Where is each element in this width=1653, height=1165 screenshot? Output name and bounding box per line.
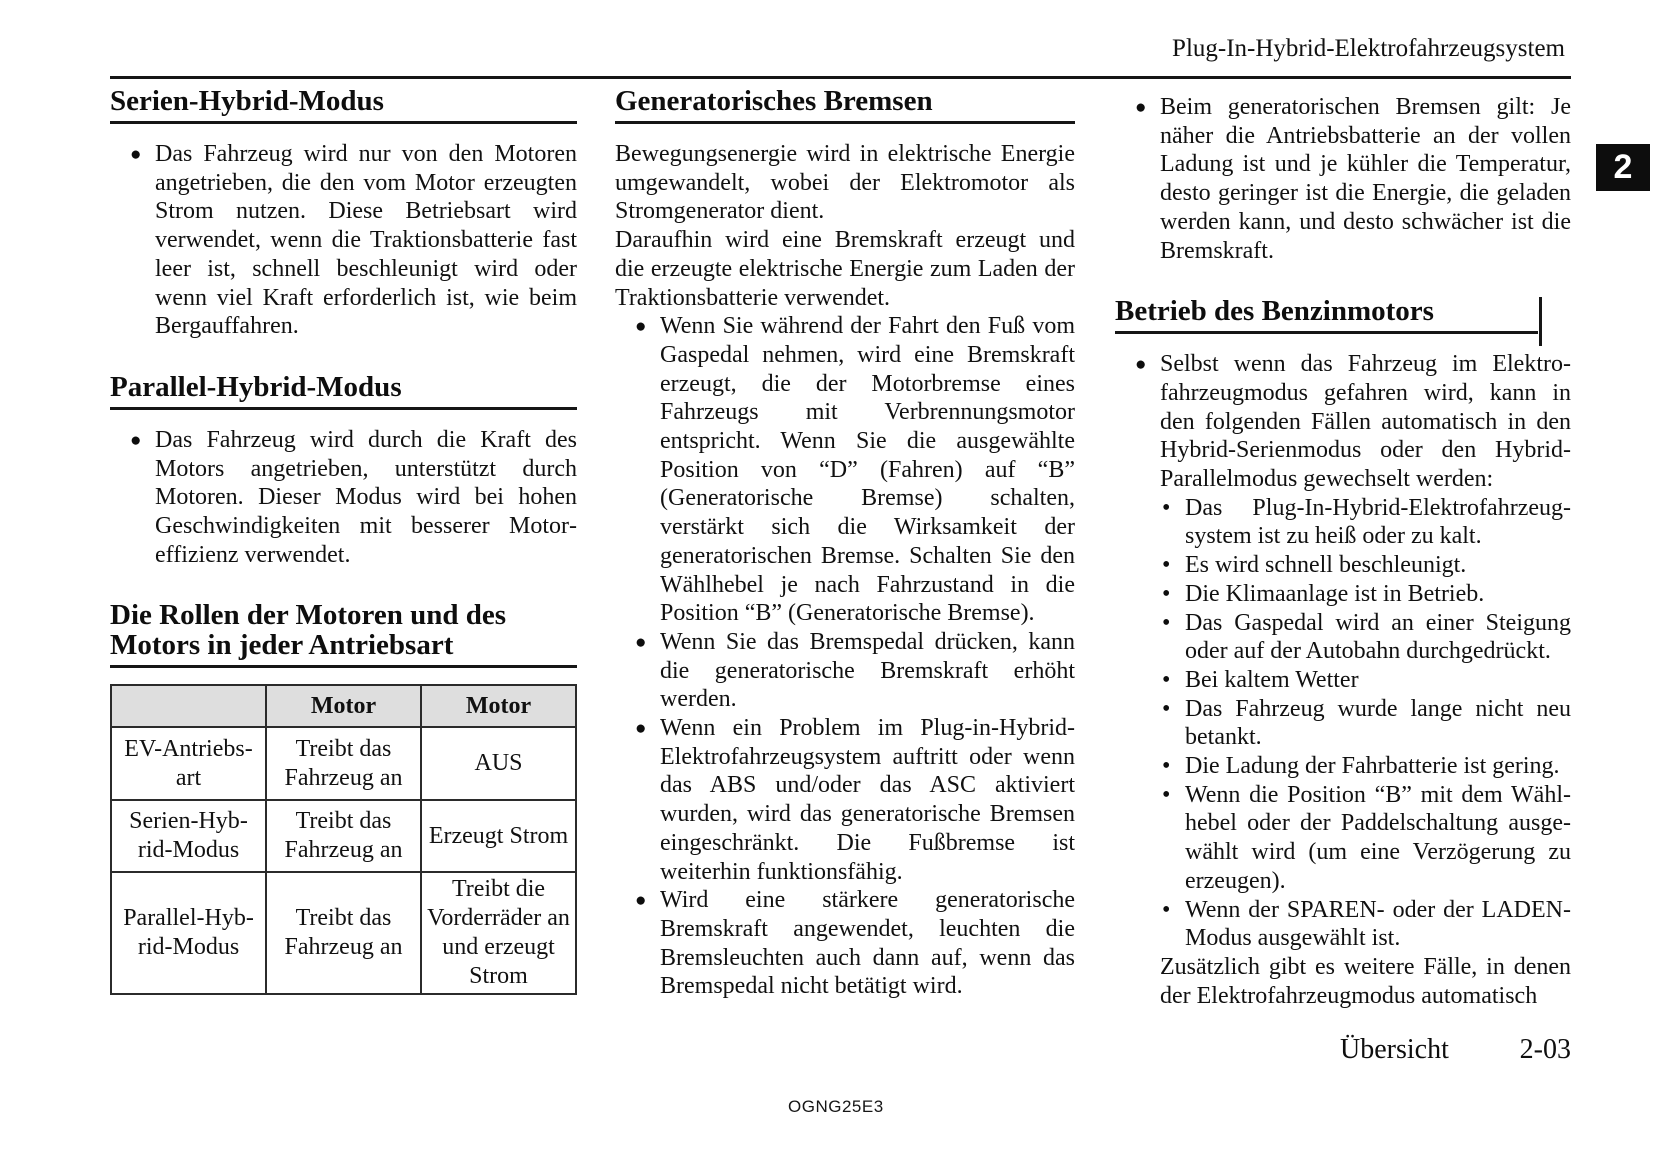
table-cell: Treibt die Vorderräder an und erzeugt Strom <box>421 872 576 994</box>
bullet-marker: ● <box>635 631 647 653</box>
sub-bullet-marker: • <box>1162 552 1171 579</box>
table-header-cell: Motor <box>421 685 576 727</box>
bullet-item <box>615 714 1075 886</box>
column-middle <box>615 86 1075 1001</box>
sub-bullet-text: Die Ladung der Fahrbatterie ist gering. <box>1185 753 1560 780</box>
sub-bullet-marker: • <box>1162 609 1171 636</box>
bullet-text: Wenn Sie das Bremspedal drücken, kann die generatorische Bremskraft erhöht werden. <box>660 628 1075 713</box>
section-heading-serien-hybrid-modus: Serien-Hybrid-Modus <box>110 86 577 124</box>
sub-bullet-marker: • <box>1162 896 1171 923</box>
bullet-text: Beim generatorischen Bremsen gilt: Je näher die Antriebsbatterie an der vollen Ladung ist und je kühler die Temperatur, desto geringer ist die Energie, die geladen werden kann, und desto schwächer ist die Bremskraft. <box>1160 94 1571 264</box>
table-header-cell <box>111 685 266 727</box>
sub-bullet-item <box>1115 609 1571 666</box>
sub-bullet-item <box>1115 781 1571 896</box>
bullet-marker: ● <box>1135 354 1147 376</box>
paragraph: Daraufhin wird eine Bremskraft erzeugt und die erzeugte elektrische Energie zum Laden der Traktionsbatterie verwendet. <box>615 227 1075 311</box>
motor-roles-table <box>110 684 577 995</box>
section-heading-generatorisches-bremsen: Generatorisches Bremsen <box>615 86 1075 124</box>
footer-right <box>1340 1034 1571 1066</box>
column-right <box>1115 86 1571 1010</box>
bullet-item <box>110 140 577 341</box>
header-rule <box>110 76 1571 79</box>
table-header-row <box>111 685 576 727</box>
sub-bullet-marker: • <box>1162 580 1171 607</box>
section-heading-rollen-der-motoren: Die Rollen der Motoren und des Motors in jeder Antriebsart <box>110 600 577 668</box>
bullet-marker: ● <box>635 316 647 338</box>
sub-bullet-marker: • <box>1162 695 1171 722</box>
footer-section-label: Übersicht <box>1340 1034 1449 1065</box>
table-cell: AUS <box>421 727 576 800</box>
bullet-marker: ● <box>635 718 647 740</box>
closing-paragraph: Zusätzlich gibt es weitere Fälle, in denen der Elektrofahrzeugmodus automatisch <box>1160 953 1571 1009</box>
bullet-marker: ● <box>1135 97 1147 118</box>
sub-bullet-marker: • <box>1162 781 1171 808</box>
section-heading-betrieb-des-benzinmotors: Betrieb des Benzinmotors <box>1115 296 1538 334</box>
sub-bullet-text: Wenn der SPAREN- oder der LADEN-Modus ausgewählt ist. <box>1185 896 1571 952</box>
sub-bullet-item <box>1115 695 1571 752</box>
bullet-text: Wenn Sie während der Fahrt den Fuß vom Gaspedal nehmen, wird eine Bremskraft erzeugt, die der Motorbremse eines Fahrzeugs mit Verbrennungsmotor entspricht. Wenn Sie die ausgewählte Position von “D” (Fahren) auf “B” (Generatorische Bremse) schalten, verstärkt sich die Wirksamkeit der generatorischen Bremse. Schalten Sie den Wählhebel je nach Fahrzustand in die Position “B” (Generatorische Bremse). <box>660 313 1075 627</box>
bullet-marker: ● <box>130 429 142 451</box>
table-header-cell: Motor <box>266 685 421 727</box>
bullet-text: Selbst wenn das Fahrzeug im Elektrofahrzeugmodus gefahren wird, kann in den folgenden Fällen automatisch in den Hybrid-Serienmodus oder den Hybrid-Parallelmodus gewechselt werden: <box>1160 351 1571 493</box>
sub-bullet-item <box>1115 752 1571 781</box>
footer-page-number: 2-03 <box>1519 1034 1571 1065</box>
sub-bullet-item <box>1115 580 1571 609</box>
sub-bullet-text: Das Gaspedal wird an einer Steigung oder auf der Autobahn durchgedrückt. <box>1185 609 1571 665</box>
table-row <box>111 727 576 800</box>
table-cell: Serien-Hybrid-Modus <box>111 800 266 872</box>
table-cell: Treibt das Fahrzeug an <box>266 800 421 872</box>
section-heading-parallel-hybrid-modus: Parallel-Hybrid-Modus <box>110 372 577 410</box>
sub-bullet-marker: • <box>1162 494 1171 521</box>
sub-bullet-text: Das Plug-In-Hybrid-Elektrofahrzeugsystem ist zu heiß oder zu kalt. <box>1185 494 1571 550</box>
bullet-marker: ● <box>635 890 647 912</box>
table-cell: Erzeugt Strom <box>421 800 576 872</box>
sub-bullet-item <box>1115 494 1571 551</box>
bullet-item <box>615 628 1075 714</box>
table-cell: EV-Antriebsart <box>111 727 266 800</box>
table-cell: Treibt das Fahrzeug an <box>266 872 421 994</box>
bullet-item <box>615 886 1075 1001</box>
bullet-text: Wird eine stärkere generatorische Bremskraft angewendet, leuchten die Bremsleuchten auch dann auf, wenn das Bremspedal nicht betätigt wird. <box>660 887 1075 1000</box>
sub-bullet-text: Das Fahrzeug wurde lange nicht neu betankt. <box>1185 695 1571 751</box>
sub-bullet-text: Wenn die Position “B” mit dem Wählhebel oder der Paddelschaltung ausgewählt wird (um eine Verzögerung zu erzeugen). <box>1185 781 1571 894</box>
table-row <box>111 800 576 872</box>
bullet-item <box>110 426 577 570</box>
page-header-title: Plug-In-Hybrid-Elektrofahrzeugsystem <box>1172 35 1565 62</box>
bullet-item <box>615 312 1075 628</box>
sub-bullet-marker: • <box>1162 753 1171 780</box>
sub-bullet-text: Die Klimaanlage ist in Betrieb. <box>1185 580 1485 607</box>
column-left <box>110 86 577 995</box>
footer-document-code: OGNG25E3 <box>788 1097 884 1116</box>
sub-bullet-item <box>1115 551 1571 580</box>
sub-bullet-text: Bei kaltem Wetter <box>1185 666 1359 693</box>
bullet-text: Das Fahrzeug wird nur von den Motoren angetrieben, die den vom Motor erzeugten Strom nutzen. Diese Betriebsart wird verwendet, wenn die Traktionsbatterie fast leer ist, schnell beschleunigt wird oder wenn viel Kraft erforderlich ist, wie beim Bergauffahren. <box>155 141 577 340</box>
table-cell: Parallel-Hybrid-Modus <box>111 872 266 994</box>
sub-bullet-item <box>1115 666 1571 695</box>
sub-bullet-item <box>1115 896 1571 953</box>
bullet-text: Das Fahrzeug wird durch die Kraft des Motors angetrieben, unterstützt durch Motoren. Dieser Modus wird bei hohen Geschwindigkeiten mit besserer Motoreffizienz verwendet. <box>155 426 577 568</box>
bullet-item <box>1115 350 1571 494</box>
table-row <box>111 872 576 994</box>
paragraph: Bewegungsenergie wird in elektrische Energie umgewandelt, wobei der Elektromotor als Stromgenerator dient. <box>615 141 1075 225</box>
bullet-marker: ● <box>130 144 142 165</box>
bullet-item <box>1115 93 1571 265</box>
sub-bullet-text: Es wird schnell beschleunigt. <box>1185 552 1467 579</box>
sub-bullet-marker: • <box>1162 666 1171 693</box>
chapter-tab: 2 <box>1596 144 1650 191</box>
table-cell: Treibt das Fahrzeug an <box>266 727 421 800</box>
bullet-text: Wenn ein Problem im Plug-in-Hybrid-Elektrofahrzeugsystem auftritt oder wenn das ABS und/oder das ASC aktiviert wurden, wird das generatorische Bremsen eingeschränkt. Die Fußbremse ist weiterhin funktionsfähig. <box>660 715 1075 885</box>
